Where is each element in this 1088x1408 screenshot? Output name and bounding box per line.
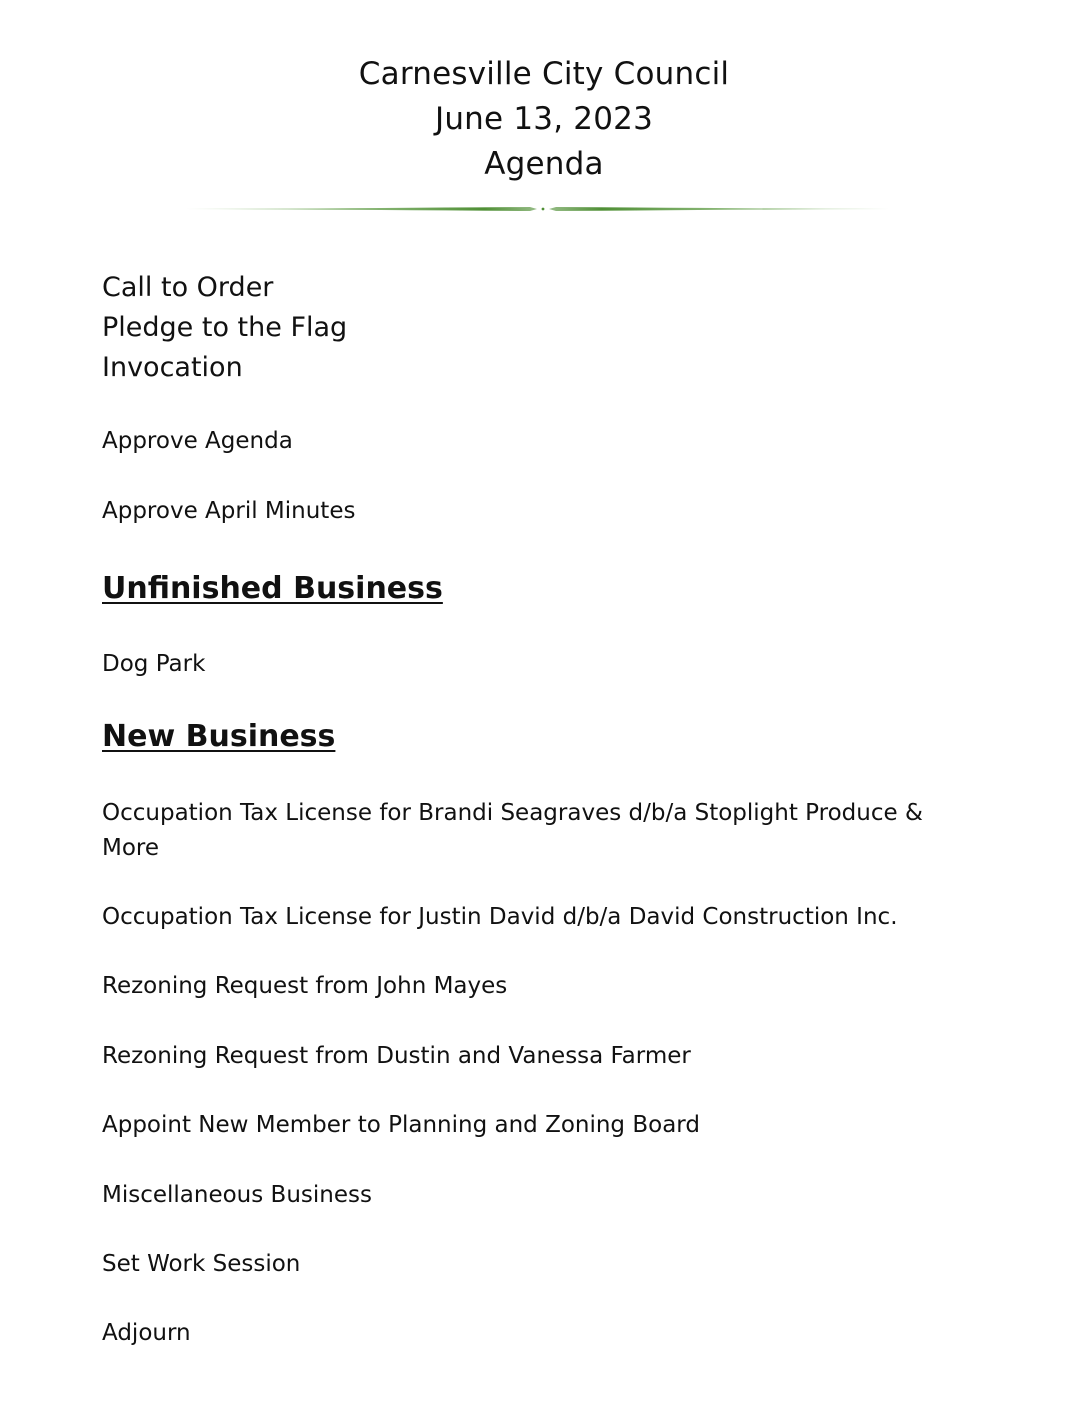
agenda-item-work-session: Set Work Session (102, 1251, 301, 1277)
agenda-item-david-construction: Occupation Tax License for Justin David d/b/a David Construction Inc. (102, 904, 898, 930)
invocation: Invocation (102, 352, 243, 383)
dog-park-item: Dog Park (102, 651, 206, 677)
document-title: Agenda (484, 146, 604, 182)
agenda-item-misc-business: Miscellaneous Business (102, 1182, 372, 1208)
call-to-order: Call to Order (102, 272, 274, 303)
header-divider (185, 204, 901, 214)
unfinished-business-heading: Unfinished Business (102, 571, 443, 606)
new-business-heading: New Business (102, 719, 336, 754)
agenda-item-stoplight-produce: Occupation Tax License for Brandi Seagraves d/b/a Stoplight Produce & More (102, 800, 923, 861)
agenda-item-rezoning-farmer: Rezoning Request from Dustin and Vanessa Farmer (102, 1043, 691, 1069)
agenda-item-adjourn: Adjourn (102, 1320, 191, 1346)
approve-april-minutes: Approve April Minutes (102, 498, 356, 524)
approve-agenda: Approve Agenda (102, 428, 293, 454)
pledge-to-flag: Pledge to the Flag (102, 312, 348, 343)
council-name: Carnesville City Council (358, 56, 730, 92)
agenda-item-rezoning-mayes: Rezoning Request from John Mayes (102, 973, 508, 999)
opening-items (102, 268, 347, 388)
agenda-item-planning-zoning: Appoint New Member to Planning and Zoning Board (102, 1112, 700, 1138)
meeting-date: June 13, 2023 (434, 101, 653, 137)
document-header (0, 52, 1088, 187)
